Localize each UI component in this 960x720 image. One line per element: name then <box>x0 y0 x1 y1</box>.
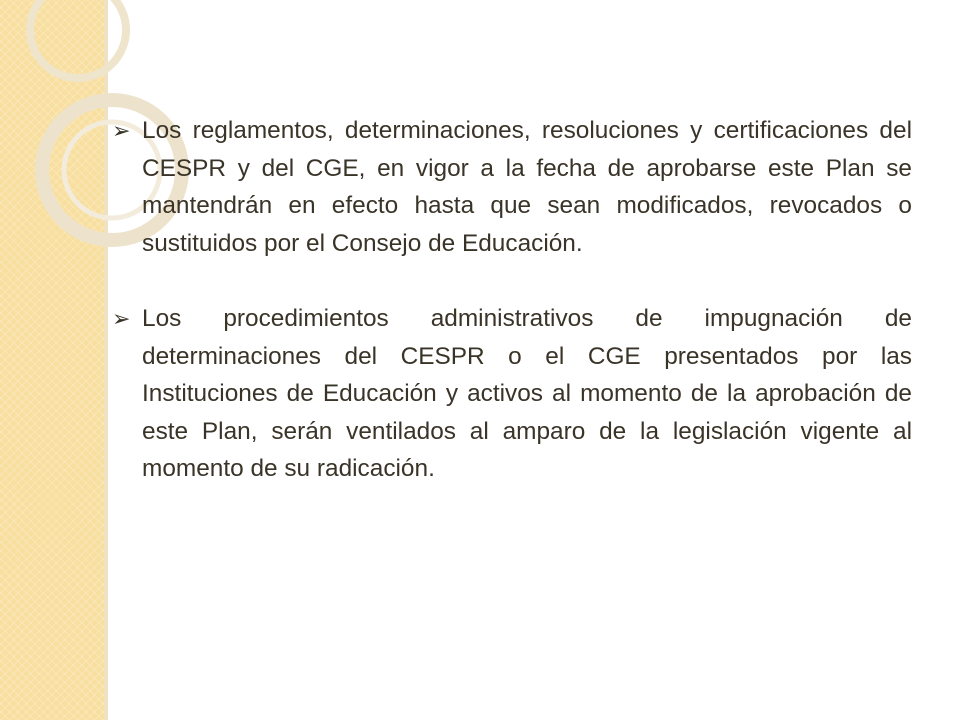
bullet-text: Los procedimientos administrativos de impugnación de determinaciones del CESPR o el CGE presentados por las Instituciones de Educación y activos al momento de la aprobación de este Plan, serán ventilados al amparo de la legislación vigente al momento de su radicación. <box>142 305 912 482</box>
bullet-item <box>112 112 912 262</box>
arrow-bullet-icon: ➢ <box>112 118 131 143</box>
bullet-item <box>112 300 912 488</box>
ring-top <box>30 0 126 78</box>
arrow-bullet-icon: ➢ <box>112 306 131 331</box>
slide-content <box>112 112 912 526</box>
bullet-text: Los reglamentos, determinaciones, resoluciones y certificaciones del CESPR y del CGE, en vigor a la fecha de aprobarse este Plan se mantendrán en efecto hasta que sean modificados, revocados o sustituidos por el Consejo de Educación. <box>142 117 912 257</box>
